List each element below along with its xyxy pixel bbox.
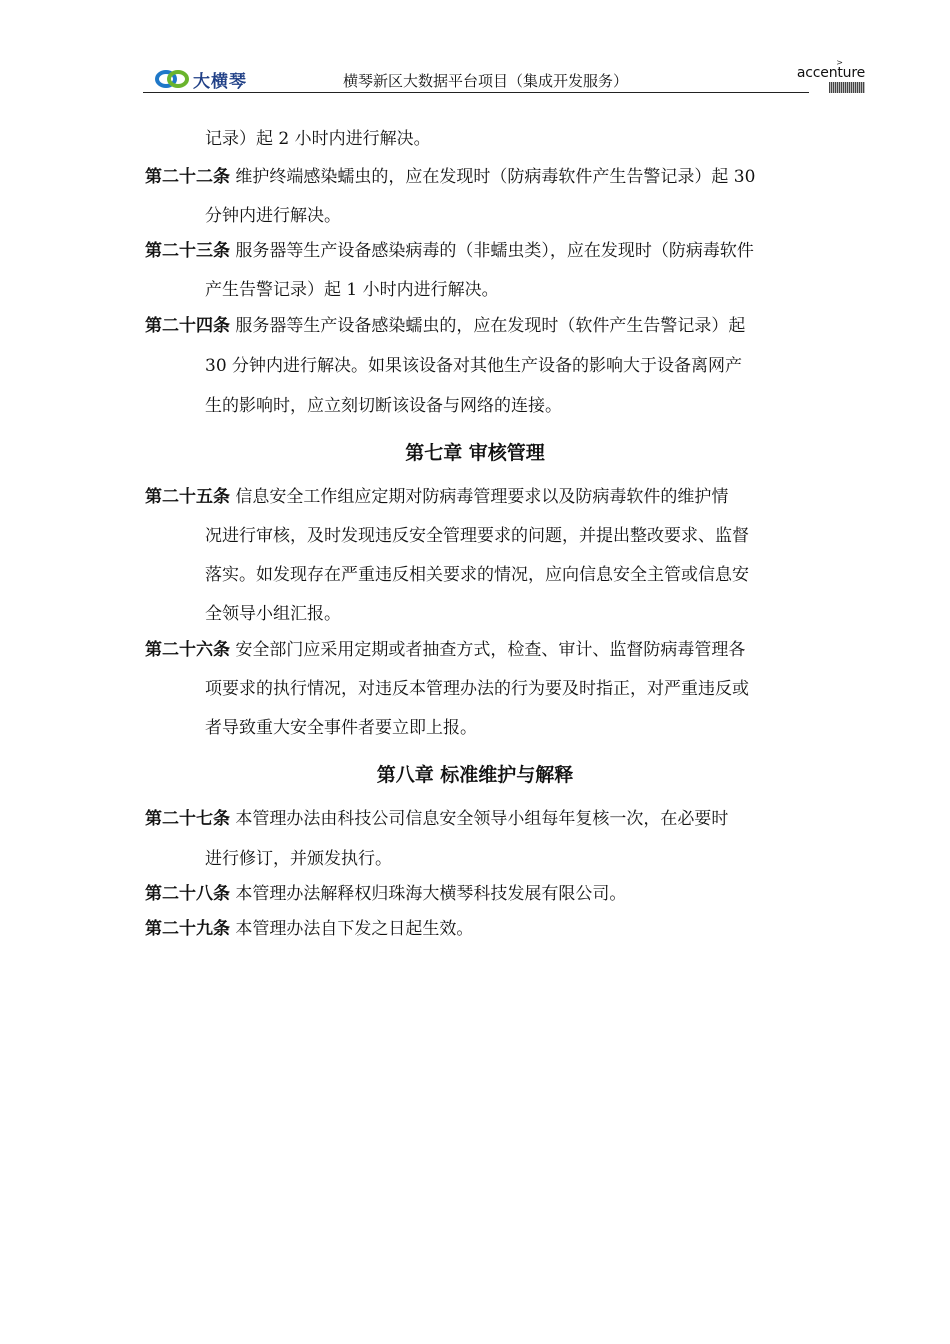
paragraph-line: 产生告警记录）起 1 小时内进行解决。 bbox=[205, 280, 499, 300]
paragraph-line: 全领导小组汇报。 bbox=[205, 604, 341, 624]
paragraph-line: 况进行审核，及时发现违反安全管理要求的问题，并提出整改要求、监督 bbox=[205, 526, 749, 546]
paragraph-line: 记录）起 2 小时内进行解决。 bbox=[205, 129, 431, 149]
article-27 bbox=[145, 808, 728, 830]
dahengqin-logo-icon bbox=[155, 69, 189, 89]
article-label: 第二十二条 bbox=[145, 167, 230, 187]
paragraph-line: 30 分钟内进行解决。如果该设备对其他生产设备的影响大于设备离网产 bbox=[205, 356, 743, 376]
logo-text: 大横琴 bbox=[193, 71, 247, 92]
paragraph-line: 项要求的执行情况，对违反本管理办法的行为要及时指正，对严重违反或 bbox=[205, 679, 749, 699]
header-divider bbox=[143, 92, 809, 93]
article-24 bbox=[145, 315, 745, 337]
accenture-chevron-icon: > bbox=[836, 58, 843, 67]
article-label: 第二十七条 bbox=[145, 809, 230, 829]
dahengqin-logo bbox=[155, 68, 247, 90]
accenture-logo-text: accenture bbox=[796, 65, 865, 81]
paragraph-line: 维护终端感染蠕虫的，应在发现时（防病毒软件产生告警记录）起 30 bbox=[235, 167, 756, 187]
chapter-8-title: 第八章 标准维护与解释 bbox=[376, 764, 574, 786]
article-label: 第二十六条 bbox=[145, 640, 230, 660]
paragraph-line: 分钟内进行解决。 bbox=[205, 206, 341, 226]
paragraph-line: 本管理办法自下发之日起生效。 bbox=[235, 919, 474, 939]
paragraph-line: 本管理办法解释权归珠海大横琴科技发展有限公司。 bbox=[235, 884, 627, 904]
paragraph-line: 者导致重大安全事件者要立即上报。 bbox=[205, 718, 477, 738]
article-label: 第二十四条 bbox=[145, 316, 230, 336]
accenture-pattern-icon bbox=[829, 82, 865, 93]
article-22 bbox=[145, 166, 755, 188]
article-label: 第二十九条 bbox=[145, 919, 230, 939]
paragraph-line: 安全部门应采用定期或者抽查方式，检查、审计、监督防病毒管理各 bbox=[235, 640, 746, 660]
article-23 bbox=[145, 240, 754, 262]
page-header bbox=[143, 58, 865, 94]
paragraph-line: 服务器等生产设备感染病毒的（非蠕虫类），应在发现时（防病毒软件 bbox=[235, 241, 754, 261]
header-title: 横琴新区大数据平台项目（集成开发服务） bbox=[343, 72, 629, 90]
paragraph-line: 信息安全工作组应定期对防病毒管理要求以及防病毒软件的维护情 bbox=[235, 487, 729, 507]
paragraph-line: 进行修订，并颁发执行。 bbox=[205, 849, 392, 869]
article-label: 第二十八条 bbox=[145, 884, 230, 904]
chapter-7-title: 第七章 审核管理 bbox=[405, 442, 545, 464]
article-label: 第二十五条 bbox=[145, 487, 230, 507]
article-25 bbox=[145, 486, 728, 508]
paragraph-line: 生的影响时，应立刻切断该设备与网络的连接。 bbox=[205, 396, 562, 416]
paragraph-line: 服务器等生产设备感染蠕虫的，应在发现时（软件产生告警记录）起 bbox=[235, 316, 746, 336]
article-label: 第二十三条 bbox=[145, 241, 230, 261]
paragraph-line: 落实。如发现存在严重违反相关要求的情况，应向信息安全主管或信息安 bbox=[205, 565, 749, 585]
article-28 bbox=[145, 883, 626, 905]
paragraph-line: 本管理办法由科技公司信息安全领导小组每年复核一次，在必要时 bbox=[235, 809, 729, 829]
article-29 bbox=[145, 918, 473, 940]
article-26 bbox=[145, 639, 745, 661]
